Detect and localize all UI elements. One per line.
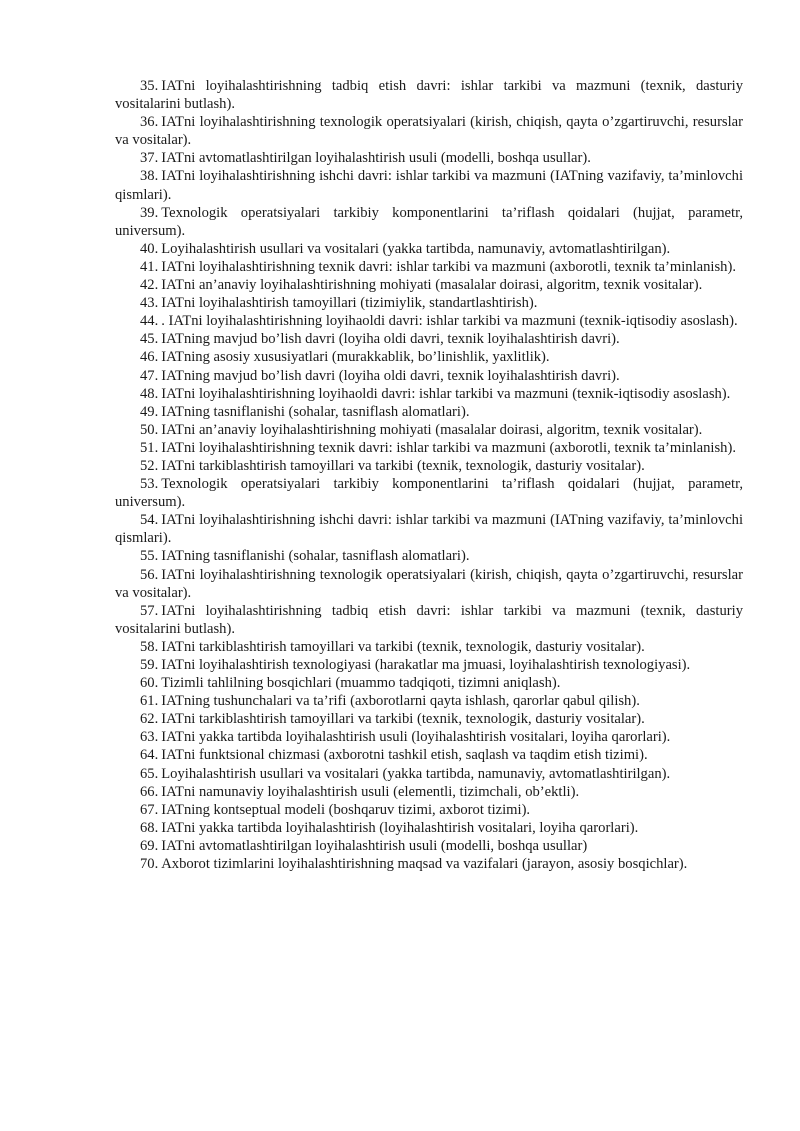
- item-number: 43.: [140, 295, 159, 312]
- item-text: Axborot tizimlarini loyihalashtirishning maqsad va vazifalari (jarayon, asosiy bosqichlar).: [161, 856, 688, 873]
- item-text: IATning tushunchalari va ta’rifi (axborotlarni qayta ishlash, qarorlar qabul qilish).: [161, 693, 640, 710]
- item-text: IATni namunaviy loyihalashtirish usuli (elementli, tizimchali, ob’ektli).: [161, 783, 580, 800]
- item-number: 45.: [140, 331, 159, 348]
- item-text: IATni tarkiblashtirish tamoyillari va tarkibi (texnik, texnologik, dasturiy vositalar).: [161, 457, 645, 474]
- item-text: IATni yakka tartibda loyihalashtirish (loyihalashtirish vositalari, loyiha qarorlari).: [161, 819, 639, 836]
- item-text: Loyihalashtirish usullari va vositalari (yakka tartibda, namunaviy, avtomatlashtirilgan).: [161, 240, 671, 257]
- item-text: IATni loyihalashtirishning ishchi davri: ishlar tarkibi va mazmuni (IATning vazifaviy, ta’minlovchi qismlari).: [115, 168, 743, 203]
- list-item: [115, 312, 743, 330]
- item-text: IATni loyihalashtirishning texnik davri: ishlar tarkibi va mazmuni (axborotli, texnik ta’minlanish).: [161, 258, 736, 275]
- item-text: IATni loyihalashtirishning texnologik operatsiyalari (kirish, chiqish, qayta o’zgartiruvchi, resurslar va vositalar).: [115, 114, 743, 149]
- item-text: IATni avtomatlashtirilgan loyihalashtirish usuli (modelli, boshqa usullar): [161, 837, 588, 854]
- item-text: Texnologik operatsiyalari tarkibiy komponentlarini ta’riflash qoidalari (hujjat, parametr, universum).: [115, 204, 743, 239]
- item-number: 41.: [140, 258, 159, 275]
- item-text: IATni loyihalashtirish texnologiyasi (harakatlar ma jmuasi, loyihalashtirish texnologiyasi).: [161, 657, 691, 673]
- item-number: 62.: [140, 711, 159, 728]
- item-number: 59.: [140, 657, 159, 673]
- item-text: IATni loyihalashtirishning texnologik operatsiyalari (kirish, chiqish, qayta o’zgartiruvchi, resurslar va vositalar).: [115, 566, 743, 601]
- list-item: [115, 765, 743, 783]
- item-text: IATni an’anaviy loyihalashtirishning mohiyati (masalalar doirasi, algoritm, texnik vositalar).: [161, 277, 703, 294]
- list-item: [115, 276, 743, 294]
- list-item: [115, 692, 743, 710]
- item-number: 67.: [140, 801, 159, 818]
- list-item: [115, 547, 743, 565]
- item-number: 55.: [140, 548, 159, 565]
- item-number: 69.: [140, 837, 159, 854]
- item-number: 47.: [140, 367, 159, 384]
- item-number: 40.: [140, 240, 159, 257]
- item-number: 66.: [140, 783, 159, 800]
- list-item: [115, 167, 743, 203]
- list-item: [115, 674, 743, 692]
- item-text: IATni loyihalashtirish tamoyillari (tizimiylik, standartlashtirish).: [161, 295, 538, 312]
- item-text: IATni loyihalashtirishning loyihaoldi davri: ishlar tarkibi va mazmuni (texnik-iqtisodiy asoslash).: [161, 385, 731, 402]
- item-text: IATning kontseptual modeli (boshqaruv tizimi, axborot tizimi).: [161, 801, 531, 818]
- item-text: IATni tarkiblashtirish tamoyillari va tarkibi (texnik, texnologik, dasturiy vositalar).: [161, 711, 645, 728]
- list-item: [115, 294, 743, 312]
- item-number: 49.: [140, 403, 159, 420]
- list-item: [115, 638, 743, 656]
- item-text: IATni tarkiblashtirish tamoyillari va tarkibi (texnik, texnologik, dasturiy vositalar).: [161, 638, 645, 655]
- item-text: Tizimli tahlilning bosqichlari (muammo tadqiqoti, tizimni aniqlash).: [161, 675, 561, 692]
- item-number: 53.: [140, 476, 159, 493]
- item-number: 54.: [140, 512, 159, 529]
- item-text: IATni loyihalashtirishning texnik davri: ishlar tarkibi va mazmuni (axborotli, texnik ta’minlanish).: [161, 439, 736, 456]
- item-number: 50.: [140, 421, 159, 438]
- item-text: IATning tasniflanishi (sohalar, tasniflash alomatlari).: [161, 403, 470, 420]
- item-text: Loyihalashtirish usullari va vositalari (yakka tartibda, namunaviy, avtomatlashtirilgan).: [161, 765, 671, 782]
- list-item: [115, 746, 743, 764]
- item-number: 36.: [140, 114, 159, 131]
- item-number: 39.: [140, 204, 159, 221]
- list-item: [115, 204, 743, 240]
- list-item: [115, 819, 743, 837]
- item-text: Texnologik operatsiyalari tarkibiy komponentlarini ta’riflash qoidalari (hujjat, parametr, universum).: [115, 476, 743, 511]
- list-item: [115, 511, 743, 547]
- list-item: [115, 855, 743, 873]
- item-number: 57.: [140, 602, 159, 619]
- list-item: [115, 367, 743, 385]
- item-number: 42.: [140, 277, 159, 294]
- item-text: IATni avtomatlashtirilgan loyihalashtirish usuli (modelli, boshqa usullar).: [161, 150, 591, 167]
- item-number: 37.: [140, 150, 159, 167]
- list-item: [115, 566, 743, 602]
- question-list: [115, 77, 743, 873]
- item-number: 48.: [140, 385, 159, 402]
- list-item: [115, 656, 743, 674]
- list-item: [115, 240, 743, 258]
- item-number: 70.: [140, 856, 159, 873]
- item-number: 35.: [140, 78, 159, 94]
- item-number: 65.: [140, 765, 159, 782]
- item-text: IATni loyihalashtirishning tadbiq etish davri: ishlar tarkibi va mazmuni (texnik, dasturiy vositalarini butlash).: [115, 78, 743, 113]
- list-item: [115, 439, 743, 457]
- item-text: IATning mavjud bo’lish davri (loyiha oldi davri, texnik loyihalashtirish davri).: [161, 331, 620, 348]
- list-item: [115, 113, 743, 149]
- list-item: [115, 783, 743, 801]
- item-number: 61.: [140, 693, 159, 710]
- list-item: [115, 457, 743, 475]
- item-text: IATni funktsional chizmasi (axborotni tashkil etish, saqlash va taqdim etish tizimi).: [161, 747, 648, 764]
- item-number: 64.: [140, 747, 159, 764]
- list-item: [115, 149, 743, 167]
- list-item: [115, 348, 743, 366]
- list-item: [115, 475, 743, 511]
- item-text: IATning asosiy xususiyatlari (murakkablik, bo’linishlik, yaxlitlik).: [161, 349, 550, 366]
- item-number: 68.: [140, 819, 159, 836]
- item-text: . IATni loyihalashtirishning loyihaoldi davri: ishlar tarkibi va mazmuni (texnik-iqtisodiy asoslash).: [161, 313, 738, 330]
- item-number: 38.: [140, 168, 159, 185]
- item-number: 44.: [140, 313, 159, 330]
- list-item: [115, 258, 743, 276]
- item-number: 46.: [140, 349, 159, 366]
- item-text: IATning mavjud bo’lish davri (loyiha oldi davri, texnik loyihalashtirish davri).: [161, 367, 620, 384]
- list-item: [115, 330, 743, 348]
- item-text: IATning tasniflanishi (sohalar, tasniflash alomatlari).: [161, 548, 470, 565]
- list-item: [115, 801, 743, 819]
- item-text: IATni loyihalashtirishning ishchi davri: ishlar tarkibi va mazmuni (IATning vazifaviy, ta’minlovchi qismlari).: [115, 512, 743, 547]
- list-item: [115, 385, 743, 403]
- item-number: 56.: [140, 566, 159, 583]
- item-number: 52.: [140, 457, 159, 474]
- list-item: [115, 602, 743, 638]
- item-text: IATni yakka tartibda loyihalashtirish usuli (loyihalashtirish vositalari, loyiha qarorlari).: [161, 729, 671, 746]
- list-item: [115, 421, 743, 439]
- list-item: [115, 728, 743, 746]
- item-text: IATni an’anaviy loyihalashtirishning mohiyati (masalalar doirasi, algoritm, texnik vositalar).: [161, 421, 703, 438]
- list-item: [115, 403, 743, 421]
- item-number: 58.: [140, 638, 159, 655]
- item-number: 60.: [140, 675, 159, 692]
- item-number: 63.: [140, 729, 159, 746]
- item-number: 51.: [140, 439, 159, 456]
- list-item: [115, 77, 743, 113]
- item-text: IATni loyihalashtirishning tadbiq etish davri: ishlar tarkibi va mazmuni (texnik, dasturiy vositalarini butlash).: [115, 602, 743, 637]
- list-item: [115, 710, 743, 728]
- list-item: [115, 837, 743, 855]
